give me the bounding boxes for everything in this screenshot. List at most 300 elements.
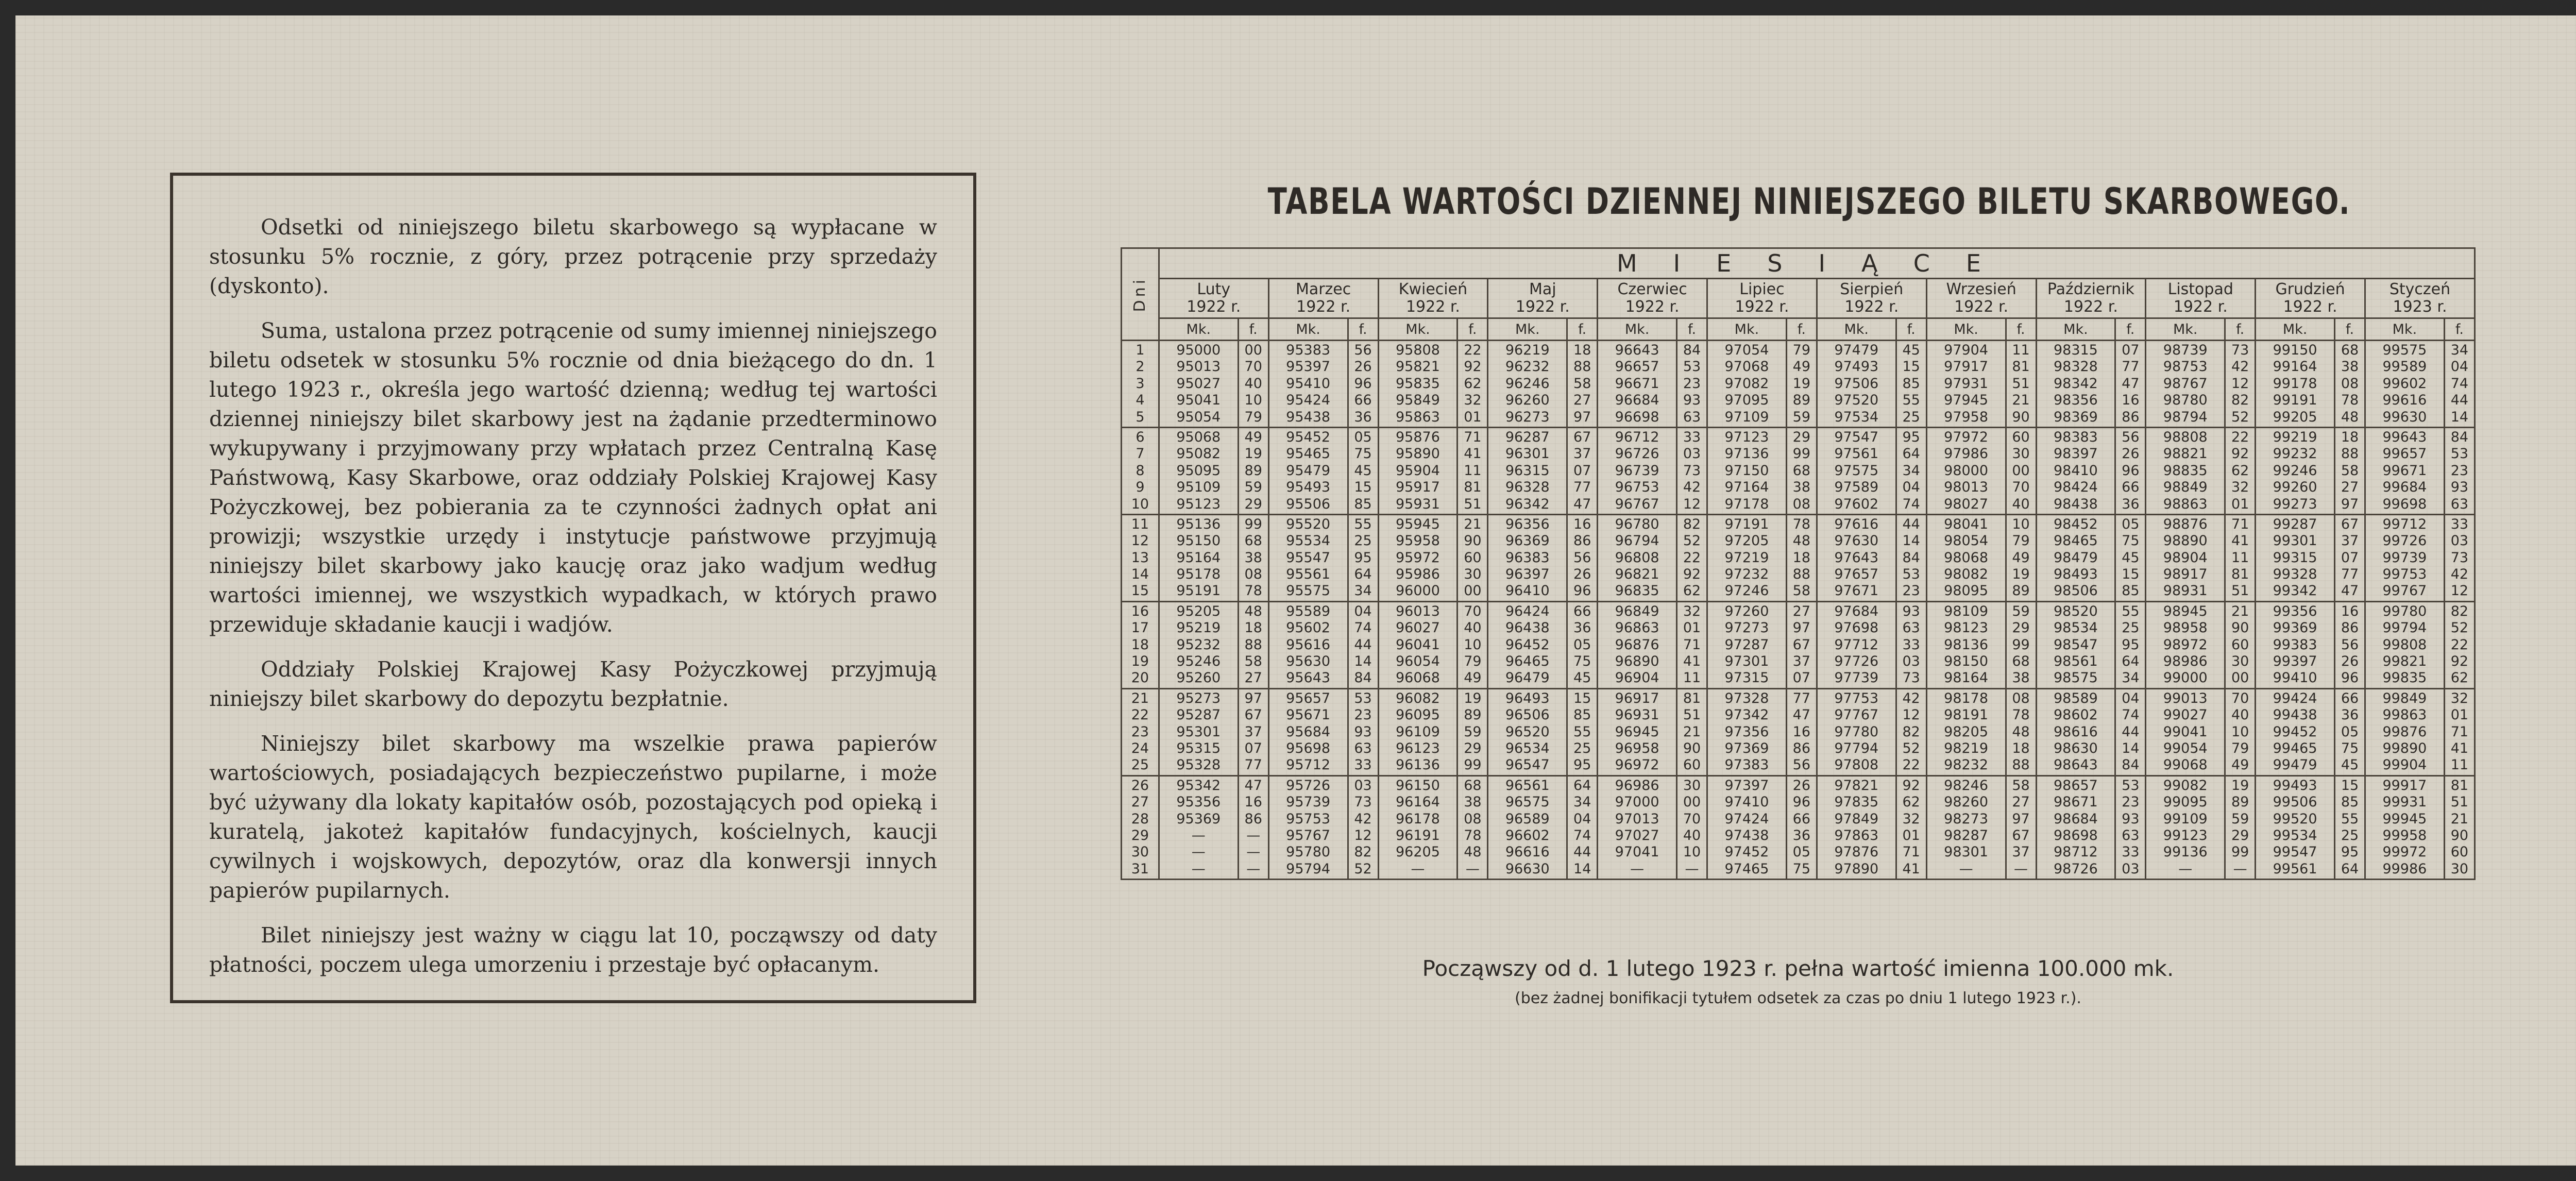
- mk-cell: [1598, 601, 1677, 688]
- month-name: Październik: [2047, 280, 2134, 298]
- month-name: Styczeń: [2389, 280, 2451, 298]
- f-cell: [1786, 427, 1817, 514]
- f-value: 21: [2012, 392, 2030, 409]
- mk-cell: [2036, 601, 2115, 688]
- f-value: 07: [2122, 342, 2140, 358]
- mk-cell: [1159, 341, 1238, 428]
- f-value: 41: [1464, 446, 1482, 462]
- mk-value: 95383: [1286, 342, 1331, 358]
- unit-f-header: f.: [1567, 318, 1598, 341]
- f-cell: [1238, 601, 1268, 688]
- month-header: [1817, 279, 1926, 318]
- unit-f-header: f.: [1458, 318, 1488, 341]
- mk-value: 95260: [1176, 670, 1221, 686]
- f-value: 22: [1683, 549, 1701, 566]
- mk-value: 97150: [1724, 462, 1769, 479]
- day-number: 13: [1131, 549, 1149, 566]
- f-cell: [1567, 514, 1598, 601]
- mk-value: 99342: [2273, 583, 2317, 599]
- f-value: 56: [2122, 429, 2140, 445]
- mk-cell: [1926, 341, 2006, 428]
- f-value: 30: [1683, 777, 1701, 794]
- mk-value: 97575: [1834, 462, 1879, 479]
- mk-value: 95479: [1286, 462, 1331, 479]
- mk-value: 98232: [1944, 757, 1989, 773]
- mk-value: 97849: [1834, 811, 1879, 827]
- mk-value: 95219: [1176, 620, 1221, 636]
- f-value: 89: [1244, 462, 1262, 479]
- f-value: 55: [2341, 811, 2359, 827]
- f-value: 29: [2012, 620, 2030, 636]
- mk-value: 97191: [1724, 516, 1769, 532]
- f-value: 27: [2341, 479, 2359, 496]
- mk-value: 97109: [1724, 409, 1769, 425]
- f-value: 93: [1354, 723, 1372, 740]
- unit-f-header: f.: [1896, 318, 1926, 341]
- day-number: 6: [1136, 429, 1145, 445]
- f-value: 70: [1244, 359, 1262, 375]
- f-value: 05: [1792, 844, 1811, 861]
- mk-value: 97684: [1834, 603, 1879, 619]
- mk-value: 99506: [2273, 794, 2317, 811]
- f-value: 07: [2341, 549, 2359, 566]
- mk-value: 99589: [2382, 359, 2427, 375]
- mk-value: 95232: [1176, 636, 1221, 653]
- mk-value: 95410: [1286, 375, 1331, 392]
- mk-value: 98931: [2163, 583, 2208, 599]
- mk-cell: [2146, 341, 2225, 428]
- f-value: 64: [1902, 446, 1920, 462]
- f-value: 73: [1683, 462, 1701, 479]
- mk-value: 98904: [2163, 549, 2208, 566]
- f-value: 36: [2341, 707, 2359, 723]
- f-value: 23: [1354, 707, 1372, 723]
- f-value: 78: [2341, 392, 2359, 409]
- mk-value: 98136: [1944, 636, 1989, 653]
- mk-cell: [2256, 601, 2335, 688]
- mk-value: 97972: [1944, 429, 1989, 445]
- unit-f-header: f.: [2115, 318, 2146, 341]
- mk-value: 96219: [1505, 342, 1550, 358]
- mk-value: 98657: [2053, 777, 2098, 794]
- mk-value: 98397: [2053, 446, 2098, 462]
- f-value: 01: [1464, 409, 1482, 425]
- mk-value: 99397: [2273, 653, 2317, 670]
- f-value: 93: [1683, 392, 1701, 409]
- mk-cell: [1598, 427, 1677, 514]
- f-value: 07: [1244, 740, 1262, 756]
- f-value: 45: [2341, 757, 2359, 773]
- month-year: 1923 r.: [2393, 298, 2447, 316]
- mk-value: 95575: [1286, 583, 1331, 599]
- f-value: 49: [2231, 757, 2249, 773]
- f-value: 49: [1792, 359, 1811, 375]
- mk-value: 97013: [1615, 811, 1659, 827]
- mk-value: 97890: [1834, 861, 1879, 877]
- mk-value: 97958: [1944, 409, 1989, 425]
- mk-value: 98260: [1944, 794, 1989, 811]
- mk-value: 97342: [1724, 707, 1769, 723]
- mk-value: 98027: [1944, 496, 1989, 512]
- mk-cell: [1378, 341, 1458, 428]
- f-value: 68: [2341, 342, 2359, 358]
- mk-value: 96260: [1505, 392, 1550, 409]
- f-value: 42: [1683, 479, 1701, 496]
- f-value: 64: [2341, 861, 2359, 877]
- mk-value: 96561: [1505, 777, 1550, 794]
- unit-f-header: f.: [2335, 318, 2365, 341]
- f-value: 53: [1902, 566, 1920, 583]
- mk-value: 98863: [2163, 496, 2208, 512]
- f-value: 26: [2122, 446, 2140, 462]
- month-header: [1378, 279, 1488, 318]
- f-value: 62: [1464, 375, 1482, 392]
- f-cell: [1238, 427, 1268, 514]
- terms-paragraph-2: Suma, ustalona przez potrącenie od sumy imiennej niniejszego biletu odsetek w stosunku 5% rocznie od dnia bieżącego do dn. 1 lutego 1923 r., określa jego wartość dzienną; według tej wartości dziennej niniejszy bilet skarbowy jest na żądanie przedterminowo wykupywany i przyjmowany przy wpłatach przez Centralną Kasę Państwową, Kasy Skarbowe, oraz oddziały Polskiej Krajowej Kasy Pożyczkowej, bez pobierania za te czynności żadnych opłat ani prowizji; wszystkie urzędy i instytucje państwowe przyjmują niniejszy bilet skarbowy jako kaucję oraz jako wadjum według wartości imiennej, we wszystkich wypadkach, w których prawo przewiduje składanie kaucji i wadjów.: [209, 318, 937, 637]
- f-value: 88: [2012, 757, 2030, 773]
- f-cell: [1677, 427, 1707, 514]
- f-value: 48: [1244, 603, 1262, 619]
- f-cell: [1348, 341, 1378, 428]
- f-value: 40: [1683, 827, 1701, 843]
- f-value: 68: [2012, 653, 2030, 670]
- f-value: 36: [2122, 496, 2140, 512]
- f-value: 27: [1573, 392, 1591, 409]
- f-cell: [2006, 427, 2036, 514]
- mk-value: 95602: [1286, 620, 1331, 636]
- f-value: 62: [2450, 670, 2469, 686]
- f-value: 59: [2012, 603, 2030, 619]
- mk-value: 96410: [1505, 583, 1550, 599]
- mk-value: 98849: [2163, 479, 2208, 496]
- f-value: 47: [2122, 375, 2140, 392]
- mk-value: 99356: [2273, 603, 2317, 619]
- mk-value: 96150: [1396, 777, 1440, 794]
- f-value: 60: [2231, 636, 2249, 653]
- mk-value: 95753: [1286, 811, 1331, 827]
- mk-value: 97945: [1944, 392, 1989, 409]
- mk-value: 99068: [2163, 757, 2208, 773]
- f-value: 89: [1464, 707, 1482, 723]
- f-value: 05: [1573, 636, 1591, 653]
- f-value: 47: [1244, 777, 1262, 794]
- f-value: 38: [2341, 359, 2359, 375]
- mk-value: 96643: [1615, 342, 1659, 358]
- f-value: 25: [1902, 409, 1920, 425]
- f-value: 47: [1573, 496, 1591, 512]
- f-value: 82: [1683, 516, 1701, 532]
- mk-value: 99315: [2273, 549, 2317, 566]
- mk-value: 98890: [2163, 533, 2208, 549]
- f-value: 64: [2122, 653, 2140, 670]
- mk-value: 97753: [1834, 690, 1879, 706]
- mk-value: 95876: [1396, 429, 1440, 445]
- f-value: 32: [2450, 690, 2469, 706]
- day-group-row: [1122, 688, 2475, 775]
- mk-value: 98698: [2053, 827, 2098, 843]
- mk-cell: [1817, 341, 1896, 428]
- mk-value: 96232: [1505, 359, 1550, 375]
- f-cell: [1348, 514, 1378, 601]
- f-value: 77: [1573, 479, 1591, 496]
- day-number: 30: [1131, 844, 1149, 861]
- day-number: 16: [1131, 603, 1149, 619]
- mk-value: 98301: [1944, 844, 1989, 861]
- mk-value: 95589: [1286, 603, 1331, 619]
- dni-label: Dni: [1131, 276, 1149, 312]
- mk-value: 97410: [1724, 794, 1769, 811]
- f-cell: [1786, 688, 1817, 775]
- mk-cell: [1598, 688, 1677, 775]
- f-cell: [2115, 341, 2146, 428]
- terms-text-box: [170, 173, 976, 1003]
- f-cell: [1896, 514, 1926, 601]
- mk-value: 96383: [1505, 549, 1550, 566]
- f-value: 71: [2231, 516, 2249, 532]
- mk-value: 99671: [2382, 462, 2427, 479]
- month-year: 1922 r.: [1735, 298, 1789, 316]
- mk-cell: [1926, 601, 2006, 688]
- f-value: 51: [1464, 496, 1482, 512]
- day-number: 14: [1131, 566, 1149, 583]
- f-cell: [2335, 427, 2365, 514]
- f-cell: [1896, 688, 1926, 775]
- day-number: 28: [1131, 811, 1149, 827]
- f-value: 74: [1573, 827, 1591, 843]
- f-value: 71: [1683, 636, 1701, 653]
- mk-value: 98383: [2053, 429, 2098, 445]
- f-value: 75: [2341, 740, 2359, 756]
- mk-cell: [1378, 514, 1458, 601]
- mk-value: 95739: [1286, 794, 1331, 811]
- f-value: 77: [2122, 359, 2140, 375]
- month-year: 1922 r.: [2283, 298, 2337, 316]
- mk-cell: [1707, 514, 1787, 601]
- mk-value: 99410: [2273, 670, 2317, 686]
- month-name: Luty: [1197, 280, 1231, 298]
- month-name: Lipiec: [1739, 280, 1785, 298]
- mk-value: 95465: [1286, 446, 1331, 462]
- f-cell: [1458, 341, 1488, 428]
- mk-value: 95287: [1176, 707, 1221, 723]
- f-value: 34: [1573, 794, 1591, 811]
- mk-value: 96027: [1396, 620, 1440, 636]
- mk-value: 98410: [2053, 462, 2098, 479]
- terms-paragraph-5: Bilet niniejszy jest ważny w ciągu lat 10, począwszy od daty płatności, poczem ulega umorzeniu i przestaje być opłacanym.: [209, 923, 937, 977]
- f-value: 99: [2012, 636, 2030, 653]
- f-value: 70: [2231, 690, 2249, 706]
- unit-f-header: f.: [1677, 318, 1707, 341]
- mk-value: 97068: [1724, 359, 1769, 375]
- f-value: 23: [1902, 583, 1920, 599]
- mk-value: 98876: [2163, 516, 2208, 532]
- mk-value: 97821: [1834, 777, 1879, 794]
- day-number: 8: [1136, 462, 1145, 479]
- mk-cell: [1707, 427, 1787, 514]
- f-cell: [1567, 688, 1598, 775]
- f-value: 08: [1244, 566, 1262, 583]
- f-value: 12: [1354, 827, 1372, 843]
- mk-value: 99739: [2382, 549, 2427, 566]
- f-cell: [2115, 601, 2146, 688]
- mk-value: 97027: [1615, 827, 1659, 843]
- f-value: 67: [2012, 827, 2030, 843]
- f-value: 45: [2122, 549, 2140, 566]
- f-value: —: [2014, 861, 2028, 877]
- mk-value: —: [1411, 861, 1425, 877]
- f-value: 86: [1244, 811, 1262, 827]
- mk-value: 98424: [2053, 479, 2098, 496]
- f-value: 03: [1354, 777, 1372, 794]
- mk-cell: [2365, 514, 2444, 601]
- f-value: —: [1246, 861, 1261, 877]
- f-value: 33: [2122, 844, 2140, 861]
- dni-header: [1122, 248, 1159, 341]
- f-value: 10: [1244, 392, 1262, 409]
- f-value: 01: [2450, 707, 2469, 723]
- unit-f-header: f.: [2444, 318, 2475, 341]
- f-value: 96: [1354, 375, 1372, 392]
- day-number: 18: [1131, 636, 1149, 653]
- f-value: 85: [1573, 707, 1591, 723]
- mk-value: 96931: [1615, 707, 1659, 723]
- unit-f-header: f.: [1238, 318, 1268, 341]
- mk-value: 99191: [2273, 392, 2317, 409]
- f-value: 60: [1464, 549, 1482, 566]
- f-value: 01: [2231, 496, 2249, 512]
- mk-value: 96753: [1615, 479, 1659, 496]
- mk-value: 97383: [1724, 757, 1769, 773]
- mk-value: 99082: [2163, 777, 2208, 794]
- f-value: 67: [1244, 707, 1262, 723]
- mk-value: —: [1191, 844, 1206, 861]
- mk-value: 95452: [1286, 429, 1331, 445]
- mk-value: 96493: [1505, 690, 1550, 706]
- f-value: 19: [1464, 690, 1482, 706]
- f-value: 00: [1464, 583, 1482, 599]
- f-value: 49: [1464, 670, 1482, 686]
- mk-value: 99753: [2382, 566, 2427, 583]
- mk-value: 96315: [1505, 462, 1550, 479]
- terms-paragraph-3: Oddziały Polskiej Krajowej Kasy Pożyczkowej przyjmują niniejszy bilet skarbowy do depozytu bezpłatnie.: [209, 657, 937, 711]
- f-value: 36: [1354, 409, 1372, 425]
- month-year: 1922 r.: [1954, 298, 2009, 316]
- f-cell: [2006, 601, 2036, 688]
- mk-value: 99273: [2273, 496, 2317, 512]
- mk-cell: [1488, 601, 1567, 688]
- f-cell: [2444, 688, 2475, 775]
- mk-cell: [1598, 341, 1677, 428]
- f-value: 16: [1244, 794, 1262, 811]
- f-value: 04: [2450, 359, 2469, 375]
- mk-value: 98287: [1944, 827, 1989, 843]
- mk-value: 97164: [1724, 479, 1769, 496]
- f-value: 16: [2341, 603, 2359, 619]
- f-value: 19: [2231, 777, 2249, 794]
- mk-value: 96369: [1505, 533, 1550, 549]
- mk-value: 96780: [1615, 516, 1659, 532]
- mk-value: 98438: [2053, 496, 2098, 512]
- mk-value: 95424: [1286, 392, 1331, 409]
- mk-cell: [2365, 427, 2444, 514]
- f-cell: [1677, 688, 1707, 775]
- f-value: 96: [2341, 670, 2359, 686]
- f-cell: [1567, 601, 1598, 688]
- mk-value: 96356: [1505, 516, 1550, 532]
- day-number: 12: [1131, 533, 1149, 549]
- mk-value: 98534: [2053, 620, 2098, 636]
- mk-value: 95301: [1176, 723, 1221, 740]
- f-value: 71: [2450, 723, 2469, 740]
- f-value: 67: [2341, 516, 2359, 532]
- mk-cell: [2146, 775, 2225, 879]
- f-value: 05: [2122, 516, 2140, 532]
- mk-value: 95506: [1286, 496, 1331, 512]
- month-header: [1707, 279, 1817, 318]
- mk-value: 98958: [2163, 620, 2208, 636]
- day-number: 9: [1136, 479, 1145, 496]
- day-number-cell: [1122, 601, 1159, 688]
- f-cell: [1458, 427, 1488, 514]
- f-value: 88: [1244, 636, 1262, 653]
- f-value: 68: [1464, 777, 1482, 794]
- mk-value: 98068: [1944, 549, 1989, 566]
- mk-cell: [1817, 688, 1896, 775]
- f-value: 12: [2450, 583, 2469, 599]
- f-value: 93: [1902, 603, 1920, 619]
- mk-value: 99547: [2273, 844, 2317, 861]
- f-value: 26: [1354, 359, 1372, 375]
- mk-value: 98986: [2163, 653, 2208, 670]
- f-value: 41: [1683, 653, 1701, 670]
- day-number: 11: [1131, 516, 1149, 532]
- mk-value: 98945: [2163, 603, 2208, 619]
- mk-value: 98547: [2053, 636, 2098, 653]
- mk-value: 99958: [2382, 827, 2427, 843]
- months-header: MIESIĄCE: [1159, 248, 2475, 279]
- unit-mk-header: Mk.: [1707, 318, 1787, 341]
- mk-value: 95000: [1176, 342, 1221, 358]
- mk-value: 95547: [1286, 549, 1331, 566]
- f-value: 52: [1902, 740, 1920, 756]
- f-value: 29: [2231, 827, 2249, 843]
- f-value: 03: [2450, 533, 2469, 549]
- mk-value: 97808: [1834, 757, 1879, 773]
- f-value: 34: [2122, 670, 2140, 686]
- f-value: 11: [1683, 670, 1701, 686]
- mk-value: 96849: [1615, 603, 1659, 619]
- f-value: 86: [1792, 740, 1811, 756]
- f-value: 52: [1683, 533, 1701, 549]
- mk-value: 98123: [1944, 620, 1989, 636]
- mk-value: 95369: [1176, 811, 1221, 827]
- f-value: 21: [1464, 516, 1482, 532]
- f-value: 40: [1464, 620, 1482, 636]
- f-value: 30: [2450, 861, 2469, 877]
- f-value: 67: [1573, 429, 1591, 445]
- f-value: —: [1246, 844, 1261, 861]
- f-value: 36: [1573, 620, 1591, 636]
- mk-value: 98602: [2053, 707, 2098, 723]
- mk-value: 96287: [1505, 429, 1550, 445]
- mk-value: 95164: [1176, 549, 1221, 566]
- f-cell: [1567, 427, 1598, 514]
- mk-value: 98794: [2163, 409, 2208, 425]
- day-group-row: [1122, 775, 2475, 879]
- mk-value: 95958: [1396, 533, 1440, 549]
- mk-value: 98726: [2053, 861, 2098, 877]
- f-value: 55: [2122, 603, 2140, 619]
